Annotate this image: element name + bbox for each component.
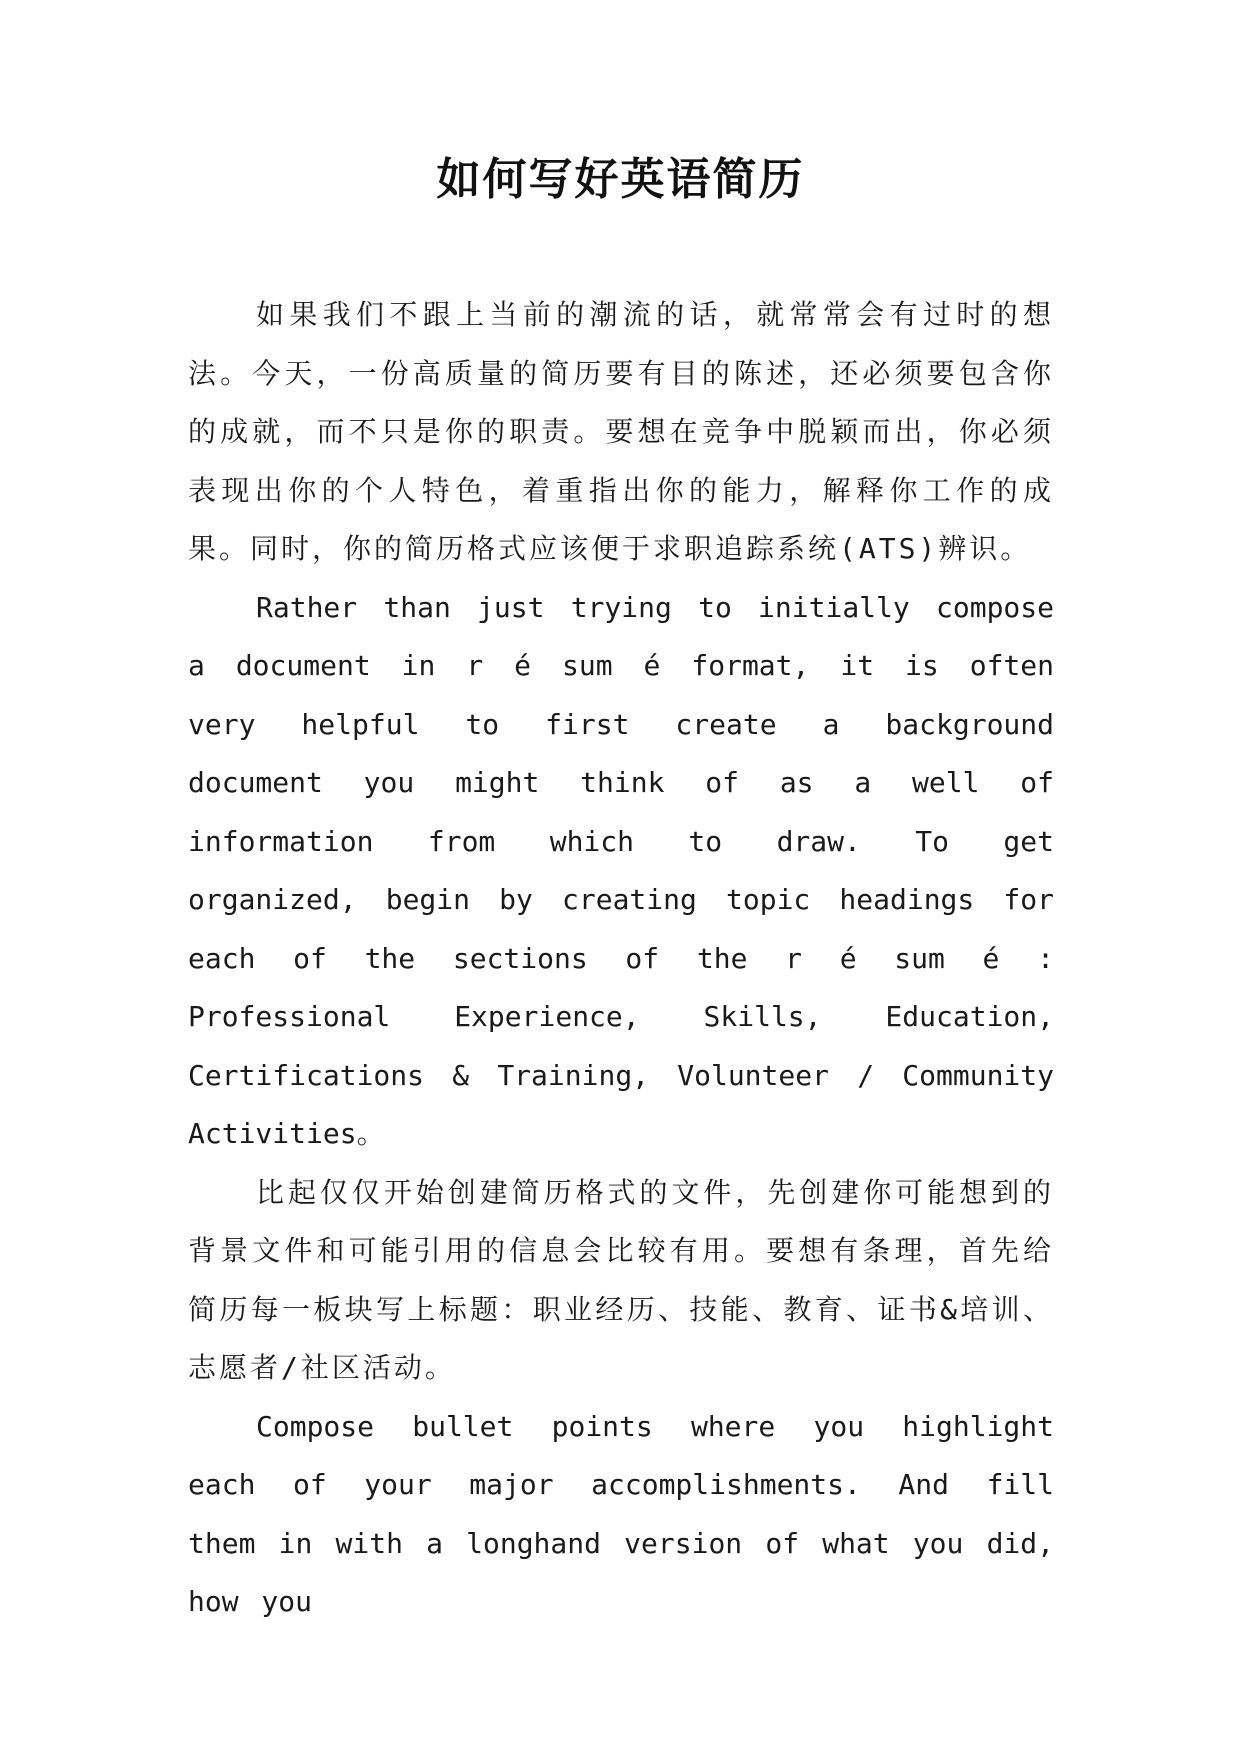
- paragraph-en-bullets: Compose bullet points where you highlight each of your major accomplishments. And fill them in with a longhand version of what you did, how you: [188, 1409, 1054, 1618]
- paragraph-en-background: Rather than just trying to initially compose a document in r é sum é format, it is often very helpful to first create a background document you might think of as a well of information from which to draw. To get organized, begin by creating topic headings for each of the sections of the r é sum é : Professional Experience, Skills, Education, Certifications & Training, Volunteer / Community Activities。: [188, 590, 1054, 1150]
- document-body: [188, 286, 1054, 1632]
- paragraph-cn-background: 比起仅仅开始创建简历格式的文件，先创建你可能想到的背景文件和可能引用的信息会比较有用。要想有条理，首先给简历每一板块写上标题：职业经历、技能、教育、证书&培训、志愿者/社区活动。: [188, 1175, 1054, 1384]
- document-title: 如何写好英语简历: [436, 154, 805, 205]
- paragraph-cn-intro: 如果我们不跟上当前的潮流的话，就常常会有过时的想法。今天，一份高质量的简历要有目的陈述，还必须要包含你的成就，而不只是你的职责。要想在竞争中脱颖而出，你必须表现出你的个人特色，着重指出你的能力，解释你工作的成果。同时，你的简历格式应该便于求职追踪系统(ATS)辨识。: [188, 298, 1054, 565]
